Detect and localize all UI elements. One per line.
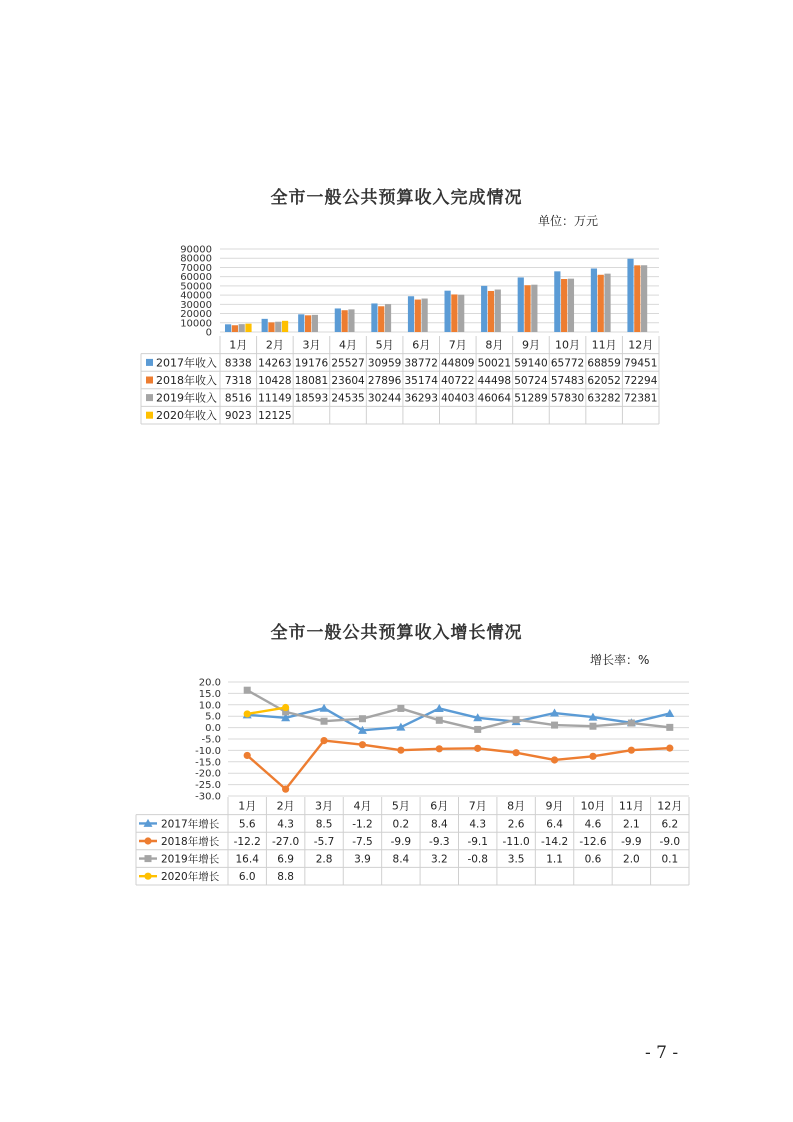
- line-legend-key-marker: [144, 873, 151, 880]
- line-data-label: 8.4: [430, 818, 448, 831]
- line-category-label: 10月: [580, 799, 606, 813]
- line-point-2020年增长-2月: [282, 704, 289, 711]
- bar-data-label: 23604: [331, 375, 365, 387]
- line-point-2019年增长-8月: [513, 716, 520, 723]
- line-y-tick-label: -5.0: [201, 734, 221, 746]
- bar-data-label: 24535: [331, 392, 365, 405]
- bar-y-tick-label: 60000: [180, 272, 212, 284]
- line-y-tick-label: -15.0: [195, 757, 221, 769]
- line-point-2018年增长-5月: [397, 747, 404, 754]
- line-data-label: 3.2: [430, 853, 448, 866]
- bar-data-label: 68859: [587, 357, 621, 370]
- bar-data-label: 40722: [441, 375, 475, 387]
- bar-legend-label: 2020年收入: [156, 409, 217, 423]
- bar-y-tick-label: 90000: [180, 244, 212, 256]
- line-data-label: 8.5: [315, 818, 333, 831]
- bar-data-label: 7318: [224, 375, 252, 387]
- line-category-label: 9月: [545, 799, 564, 813]
- bar-data-label: 57830: [550, 392, 585, 405]
- line-category-label: 8月: [507, 799, 526, 813]
- bar-y-tick-label: 30000: [180, 299, 212, 311]
- bar-data-label: 18081: [294, 375, 329, 387]
- bar-data-label: 72381: [624, 392, 658, 405]
- line-series-2019年增长: [247, 690, 670, 729]
- line-point-2019年增长-10月: [589, 723, 596, 730]
- line-point-2018年增长-10月: [589, 753, 596, 760]
- bar-data-label: 30244: [367, 392, 402, 405]
- bar-category-label: 11月: [591, 338, 617, 352]
- bar-legend-label: 2017年收入: [156, 356, 217, 370]
- bar-category-label: 10月: [555, 338, 581, 352]
- line-legend-label: 2017年增长: [161, 818, 220, 831]
- line-point-2018年增长-7月: [474, 745, 481, 752]
- line-data-label: 4.3: [469, 818, 487, 831]
- line-series-2020年增长: [247, 708, 285, 714]
- bar-data-label: 14263: [258, 357, 292, 370]
- bar-data-label: 44498: [477, 375, 512, 387]
- bar-y-tick-label: 20000: [180, 309, 212, 321]
- bar-data-label: 44809: [441, 357, 475, 370]
- line-point-2018年增长-2月: [282, 786, 289, 793]
- bar-category-label: 8月: [485, 338, 504, 352]
- line-data-label: 2.6: [507, 818, 525, 831]
- bar-category-label: 4月: [339, 338, 358, 352]
- bar-data-label: 65772: [550, 357, 585, 370]
- line-data-label: 1.1: [546, 853, 563, 866]
- line-point-2019年增长-9月: [551, 722, 558, 729]
- bar-data-label: 79451: [624, 357, 658, 370]
- bar-data-label: 63282: [587, 392, 621, 405]
- line-data-label: -0.8: [467, 853, 488, 866]
- line-category-label: 12月: [657, 799, 683, 813]
- line-data-label: 2.8: [315, 853, 333, 866]
- line-data-label: 0.6: [584, 853, 602, 866]
- bar-legend-label: 2019年收入: [156, 391, 217, 405]
- line-point-2018年增长-9月: [551, 756, 558, 763]
- line-point-2018年增长-6月: [436, 745, 443, 752]
- line-data-label: -9.9: [390, 836, 412, 848]
- line-data-label: 8.4: [392, 853, 410, 866]
- line-y-tick-label: 10.0: [198, 700, 221, 712]
- line-data-label: 4.6: [584, 818, 602, 831]
- line-point-2018年增长-4月: [359, 741, 366, 748]
- bar-data-label: 57483: [550, 375, 585, 387]
- line-point-2018年增长-8月: [513, 749, 520, 756]
- line-y-tick-label: 0.0: [205, 723, 221, 735]
- line-data-label: 4.3: [277, 818, 294, 831]
- line-point-2018年增长-1月: [244, 752, 251, 759]
- bar-y-tick-label: 0: [205, 327, 212, 339]
- bar-data-label: 12125: [258, 410, 292, 423]
- bar-data-label: 51289: [514, 392, 548, 405]
- bar-data-label: 9023: [224, 410, 252, 423]
- line-point-2019年增长-5月: [397, 705, 404, 712]
- bar-data-label: 19176: [294, 357, 329, 370]
- bar-y-tick-label: 40000: [180, 290, 212, 302]
- line-data-label: -9.0: [659, 836, 681, 848]
- line-point-2020年增长-1月: [244, 710, 251, 717]
- line-series-2018年增长: [247, 741, 670, 790]
- line-data-label: -9.9: [621, 836, 642, 848]
- line-y-tick-label: -30.0: [195, 791, 221, 803]
- bar-data-label: 27896: [367, 375, 402, 387]
- line-point-2018年增长-12月: [666, 745, 673, 752]
- line-point-2018年增长-3月: [320, 737, 327, 744]
- bar-data-label: 8338: [224, 357, 252, 370]
- bar-y-tick-label: 10000: [180, 318, 212, 330]
- page-number: - 7 -: [645, 1043, 679, 1063]
- line-data-label: 0.1: [661, 853, 679, 866]
- line-data-label: 6.0: [238, 871, 256, 884]
- bar-category-label: 7月: [448, 338, 467, 352]
- line-data-label: -11.0: [502, 836, 530, 848]
- line-data-label: 3.9: [354, 853, 371, 866]
- bar-data-label: 25527: [331, 357, 365, 370]
- line-legend-key-marker: [145, 855, 152, 862]
- bar-data-label: 35174: [404, 375, 438, 387]
- line-category-label: 3月: [315, 799, 334, 813]
- line-data-label: 0.2: [392, 818, 410, 831]
- bar-chart-title: 全市一般公共预算收入完成情况: [270, 188, 523, 208]
- line-data-label: 6.2: [661, 818, 679, 831]
- bar-legend-label: 2018年收入: [156, 374, 217, 387]
- bar-category-label: 5月: [375, 338, 394, 352]
- bar-chart-unit: 单位：万元: [538, 214, 599, 228]
- line-data-label: -27.0: [272, 836, 300, 848]
- line-data-label: 3.5: [507, 853, 525, 866]
- line-point-2018年增长-11月: [628, 747, 635, 754]
- bar-data-label: 50021: [477, 357, 512, 370]
- line-data-label: -9.3: [429, 836, 450, 848]
- line-chart-title: 全市一般公共预算收入增长情况: [270, 623, 523, 643]
- line-legend-label: 2018年增长: [161, 836, 220, 848]
- bar-data-label: 46064: [477, 392, 512, 405]
- line-data-label: -7.5: [352, 836, 373, 848]
- line-point-2017年增长-12月: [665, 709, 674, 717]
- bar-y-tick-label: 50000: [180, 281, 212, 293]
- line-data-label: -1.2: [352, 818, 373, 831]
- bar-data-label: 8516: [224, 392, 252, 405]
- bar-y-tick-label: 80000: [180, 253, 212, 265]
- line-data-label: 2.0: [623, 853, 640, 866]
- line-y-tick-label: -25.0: [195, 780, 221, 792]
- bar-data-label: 59140: [514, 357, 548, 370]
- bar-y-tick-label: 70000: [180, 262, 212, 274]
- line-data-label: -12.6: [579, 836, 607, 848]
- line-point-2019年增长-3月: [321, 718, 328, 725]
- line-category-label: 7月: [468, 799, 487, 813]
- bar-data-label: 50724: [514, 375, 548, 387]
- line-category-label: 6月: [430, 799, 449, 813]
- line-chart-unit: 增长率：%: [590, 653, 650, 667]
- bar-data-label: 40403: [441, 392, 475, 405]
- line-data-label: 6.9: [277, 853, 294, 866]
- line-y-tick-label: -10.0: [195, 745, 221, 757]
- line-point-2019年增长-4月: [359, 715, 366, 722]
- bar-category-label: 12月: [628, 338, 654, 352]
- line-data-label: 6.4: [546, 818, 563, 831]
- line-point-2019年增长-7月: [474, 726, 481, 733]
- bar-category-label: 2月: [265, 338, 284, 352]
- line-data-label: -12.2: [233, 836, 261, 848]
- bar-data-label: 62052: [587, 375, 621, 387]
- line-point-2019年增长-6月: [436, 717, 443, 724]
- line-series-2017年增长: [247, 708, 670, 730]
- line-point-2019年增长-12月: [666, 724, 673, 731]
- line-point-2019年增长-1月: [244, 687, 251, 694]
- line-data-label: -9.1: [467, 836, 488, 848]
- bar-data-label: 30959: [367, 357, 402, 370]
- line-y-tick-label: -20.0: [195, 768, 221, 780]
- line-y-tick-label: 20.0: [198, 677, 221, 689]
- bar-data-label: 18593: [294, 392, 329, 405]
- bar-data-label: 38772: [404, 357, 438, 370]
- line-data-label: 5.6: [238, 818, 256, 831]
- line-legend-label: 2020年增长: [161, 871, 220, 884]
- line-y-tick-label: 15.0: [198, 688, 221, 700]
- line-legend-label: 2019年增长: [161, 853, 220, 866]
- bar-category-label: 3月: [302, 338, 321, 352]
- bar-data-label: 72294: [624, 375, 658, 387]
- line-data-label: 8.8: [277, 871, 294, 884]
- bar-category-label: 1月: [229, 338, 248, 352]
- line-category-label: 1月: [238, 799, 257, 813]
- line-category-label: 2月: [276, 799, 295, 813]
- line-point-2019年增长-11月: [628, 720, 635, 727]
- line-data-label: 2.1: [623, 818, 640, 831]
- line-y-tick-label: 5.0: [205, 711, 221, 723]
- line-legend-key-marker: [144, 837, 151, 844]
- line-data-label: 16.4: [235, 853, 259, 866]
- line-category-label: 5月: [391, 799, 410, 813]
- line-data-label: -5.7: [313, 836, 335, 848]
- line-category-label: 4月: [353, 799, 372, 813]
- bar-data-label: 36293: [404, 392, 438, 405]
- bar-category-label: 6月: [412, 338, 431, 352]
- line-data-label: -14.2: [540, 836, 569, 848]
- line-category-label: 11月: [618, 799, 644, 813]
- bar-data-label: 11149: [258, 392, 292, 405]
- bar-data-label: 10428: [258, 375, 292, 387]
- bar-category-label: 9月: [521, 338, 540, 352]
